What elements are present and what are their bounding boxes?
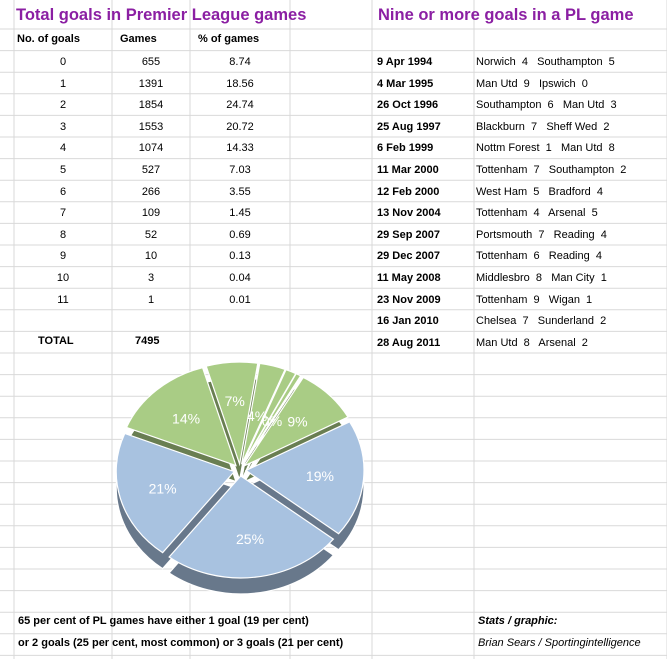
- games-count-cell: 1854: [138, 99, 164, 112]
- games-count-cell: 1391: [138, 77, 164, 90]
- goals-count-cell: 2: [59, 99, 67, 112]
- game-date: 6 Feb 1999: [377, 142, 434, 155]
- pie-slice-label: 25%: [236, 530, 265, 547]
- game-result: Man Utd 8 Arsenal 2: [476, 336, 588, 349]
- percent-cell: 0.69: [229, 228, 251, 241]
- game-date: 28 Aug 2011: [377, 336, 441, 349]
- game-date: 25 Aug 1997: [377, 120, 441, 133]
- game-result: Nottm Forest 1 Man Utd 8: [476, 142, 615, 155]
- pie-slice-label: 19%: [305, 467, 334, 484]
- game-result: Tottenham 7 Southampton 2: [476, 164, 627, 176]
- percent-cell: 20.72: [226, 120, 254, 133]
- games-count-cell: 10: [144, 250, 158, 263]
- goals-count-cell: 7: [59, 207, 67, 220]
- game-date: 29 Sep 2007: [377, 228, 440, 241]
- game-result: Blackburn 7 Sheff Wed 2: [476, 120, 610, 133]
- percent-cell: 1.45: [229, 207, 251, 220]
- percent-cell: 0.01: [229, 293, 251, 306]
- games-count-cell: 266: [141, 185, 161, 198]
- pie-slice-label: 21%: [148, 480, 177, 497]
- footer-line-1: 65 per cent of PL games have either 1 goal (19 per cent): [18, 615, 309, 627]
- pie-slice-label: 0%: [261, 413, 283, 430]
- goals-count-cell: 1: [59, 77, 67, 90]
- footer-line-2: or 2 goals (25 per cent, most common) or 3 goals (21 per cent): [18, 637, 344, 649]
- goals-count-cell: 10: [56, 272, 70, 284]
- header-goals: No. of goals: [17, 33, 80, 45]
- game-date: 9 Apr 1994: [377, 56, 433, 68]
- game-result: Middlesbro 8 Man City 1: [476, 272, 607, 284]
- total-label: TOTAL: [38, 335, 74, 347]
- game-date: 12 Feb 2000: [377, 185, 440, 198]
- games-count-cell: 1: [147, 293, 155, 306]
- percent-cell: 7.03: [229, 164, 251, 176]
- games-count-cell: 109: [141, 207, 161, 220]
- games-count-cell: 1074: [138, 142, 164, 155]
- goals-count-cell: 8: [59, 228, 67, 241]
- percent-cell: 0.04: [229, 272, 251, 284]
- games-count-cell: 52: [144, 228, 158, 241]
- pie-slice-label: 7%: [224, 392, 245, 409]
- goals-count-cell: 5: [59, 164, 67, 176]
- percent-cell: 3.55: [229, 185, 251, 198]
- goals-count-cell: 11: [57, 293, 69, 306]
- game-result: Tottenham 9 Wigan 1: [476, 293, 593, 306]
- total-value: 7495: [135, 335, 160, 347]
- game-result: Man Utd 9 Ipswich 0: [476, 77, 588, 90]
- header-percent: % of games: [198, 33, 260, 45]
- game-result: West Ham 5 Bradford 4: [476, 185, 603, 198]
- game-date: 4 Mar 1995: [377, 77, 434, 90]
- game-date: 23 Nov 2009: [377, 293, 441, 306]
- right-title: Nine or more goals in a PL game: [378, 6, 634, 24]
- goals-pie-chart: [100, 345, 390, 595]
- game-date: 11 May 2008: [377, 272, 441, 284]
- game-result: Chelsea 7 Sunderland 2: [476, 315, 607, 328]
- games-count-cell: 527: [141, 164, 161, 176]
- games-count-cell: 1553: [138, 120, 164, 133]
- header-games: Games: [120, 33, 157, 45]
- credit-label: Stats / graphic:: [478, 615, 558, 627]
- game-result: Tottenham 4 Arsenal 5: [476, 207, 598, 220]
- percent-cell: 24.74: [226, 99, 254, 112]
- percent-cell: 14.33: [226, 142, 254, 155]
- games-count-cell: 655: [141, 56, 161, 68]
- left-title: Total goals in Premier League games: [16, 6, 307, 24]
- game-result: Tottenham 6 Reading 4: [476, 250, 602, 263]
- game-date: 16 Jan 2010: [377, 315, 439, 328]
- pie-slice-label: 14%: [172, 410, 201, 427]
- game-result: Southampton 6 Man Utd 3: [476, 99, 617, 112]
- game-date: 11 Mar 2000: [377, 164, 439, 176]
- goals-count-cell: 6: [59, 185, 67, 198]
- game-date: 26 Oct 1996: [377, 99, 439, 112]
- goals-count-cell: 4: [59, 142, 67, 155]
- pie-slice-label: 9%: [287, 413, 308, 430]
- games-count-cell: 3: [147, 272, 155, 284]
- game-date: 29 Dec 2007: [377, 250, 440, 263]
- game-date: 13 Nov 2004: [377, 207, 441, 220]
- game-result: Norwich 4 Southampton 5: [476, 56, 615, 68]
- pie-slice-label: 4%: [246, 407, 268, 424]
- credit-author: Brian Sears / Sportingintelligence: [478, 637, 641, 649]
- game-result: Portsmouth 7 Reading 4: [476, 228, 607, 241]
- percent-cell: 8.74: [229, 56, 251, 68]
- percent-cell: 18.56: [226, 77, 254, 90]
- goals-count-cell: 3: [59, 120, 67, 133]
- goals-count-cell: 0: [59, 56, 67, 68]
- percent-cell: 0.13: [229, 250, 251, 263]
- goals-count-cell: 9: [59, 250, 67, 263]
